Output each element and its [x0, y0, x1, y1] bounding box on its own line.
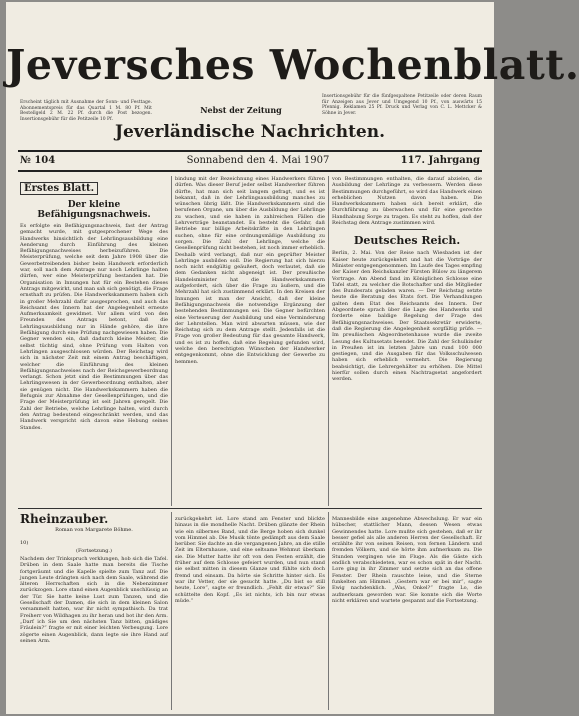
- volume-year: 117. Jahrgang: [400, 155, 480, 166]
- article-body: bindung mit der Bezeichnung eines Handwerkers führen dürfen. Was dieser Beruf jeder selbst Handwerker führen dürfte, hat man sich seit langem gefragt, und es ist bekannt, daß in der Lehrlingsausbildung manches zu wünschen übrig läßt. Die Handwerkskammern sind die berufenen Organe, um über die Ausbildung der Lehrlinge zu wachen, und sie haben in zahlreichen Fällen die Lehrverträge beanstandet. Es besteht die Gefahr, daß Betriebe nur billige Arbeitskräfte in den Lehrlingen suchen, ohne für eine ordnungsmäßige Ausbildung zu sorgen. Die Zahl der Lehrlinge, welche die Gesellenprüfung nicht bestehen, ist noch immer erheblich. Deshalb wird verlangt, daß nur ein geprüfter Meister Lehrlinge ausbilden soll. Die Regierung hat sich hierzu noch nicht endgültig geäußert, doch verlautet, daß sie dem Gedanken nicht abgeneigt ist. Der preußische Handelsminister hat die Handwerkskammern aufgefordert, sich über die Frage zu äußern, und die Mehrzahl hat sich zustimmend erklärt. In den Kreisen der Innungen ist man der Ansicht, daß der kleine Befähigungsnachweis die notwendige Ergänzung der bestehenden Bestimmungen sei. Die Gegner befürchten eine Verteuerung der Ausbildung und eine Verminderung der Lehrstellen. Man wird abwarten müssen, wie der Reichstag sich zu dem Antrage stellt. Jedenfalls ist die Frage von großer Bedeutung für das gesamte Handwerk, und es ist zu hoffen, daß eine Regelung gefunden wird, welche den berechtigten Wünschen der Handwerker entgegenkommt, ohne die Entwicklung der Gewerbe zu hemmen.: [175, 176, 325, 365]
- masthead-title: Jeversches Wochenblatt.: [6, 41, 579, 89]
- advertising-note: Insertionsgebühr für die fünfgespaltene Petitzeile oder deren Raum für Anzeigen aus Jever und Umgegend 10 Pf., von auswärts 15 Pfennig. Reklamen 25 Pf. Druck und Verlag von C. L. Mettcker & Söhne in Jever.: [322, 94, 482, 116]
- column-divider: [328, 512, 329, 710]
- subscription-note: Erscheint täglich mit Ausnahme der Sonn- und Festtage. Abonnementspreis für das Quartal 1 M. 80 Pf. Mit Bestellgeld 2 M. 22 Pf. durch die Post bezogen. Insertionsgebühr für die Petitzeile 10 Pf.: [20, 100, 152, 122]
- section-label: Erstes Blatt.: [20, 182, 98, 195]
- serial-number: 10): [20, 540, 29, 546]
- column-divider: [328, 176, 329, 506]
- dateline-rule: [18, 170, 482, 172]
- serial-column-2: [175, 516, 325, 710]
- serial-body: zurückgekehrt ist. Lore stand am Fenster und blickte hinaus in die mondhelle Nacht. Drüben glänzte der Rhein wie ein silbernes Band, und die Berge hoben sich dunkel vom Himmel ab. Die Musik tönte gedämpft aus dem Saale herüber. Sie dachte an die vergangenen Jahre, an die stille Zeit im Elternhause, und eine seltsame Wehmut überkam sie. Die Mutter hatte ihr oft von den Festen erzählt, die früher auf dem Schlosse gefeiert wurden, und nun stand sie selbst mitten in diesem Glanze und fühlte sich doch fremd und einsam. Da hörte sie Schritte hinter sich. Es war ihr Vetter, der sie gesucht hatte. „Du bist so still heute, Lore“, sagte er freundlich. „Fehlt dir etwas?“ Sie schüttelte den Kopf. „Es ist nichts, ich bin nur etwas müde.“: [175, 516, 325, 604]
- serial-byline: Roman von Margarete Böhme.: [55, 527, 133, 533]
- serial-header: [20, 512, 168, 540]
- feuilleton-rule: [18, 508, 482, 509]
- column-2: [175, 176, 325, 506]
- article-heading: Der kleine Befähigungsnachweis.: [37, 200, 151, 220]
- serial-column-1: [20, 540, 168, 710]
- column-divider: [171, 512, 172, 710]
- serial-title: Rheinzauber.: [20, 512, 109, 526]
- issue-number: № 104: [20, 155, 56, 166]
- article-body: von Bestimmungen enthalten, die darauf abzielen, die Ausbildung der Lehrlinge zu verbessern. Werden diese Bestimmungen durchgeführt, so wird das Handwerk einen erheblichen Nutzen davon haben. Die Handwerkskammern haben sich bereit erklärt, die Durchführung zu überwachen und für eine gerechte Handhabung Sorge zu tragen. Es steht zu hoffen, daß der Reichstag dem Antrage zustimmen wird.: [332, 176, 482, 227]
- section-divider: [387, 229, 427, 230]
- masthead-rule: [18, 150, 482, 152]
- news-body: Berlin, 2. Mai. Von der Reise nach Wiesbaden ist der Kaiser heute zurückgekehrt und hat die Vorträge der Minister entgegengenommen. Im Laufe des Tages empfing der Kaiser den Reichskanzler Fürsten Bülow zu längerem Vortrage. Am Abend fand im Königlichen Schlosse eine Tafel statt, zu welcher die Botschafter und die Mitglieder des Bundesrats geladen waren. — Der Reichstag setzte heute die Beratung des Etats fort. Die Verhandlungen galten dem Etat des Reichsamts des Innern. Der Abgeordnete sprach über die Lage des Handwerks und forderte eine baldige Regelung der Frage des Befähigungsnachweises. Der Staatssekretär erwiderte, daß die Regierung die Angelegenheit sorgfältig prüfe. — Im preußischen Abgeordnetenhause wurde die zweite Lesung des Kultusetats beendet. Die Zahl der Schulkinder in Preußen ist im letzten Jahre um rund 100 000 gestiegen, und die Ausgaben für das Volksschulwesen haben sich erheblich vermehrt. Die Regierung beabsichtigt, die Lehrergehälter zu erhöhen. Die Mittel hierfür sollen durch einen Nachtragsetat angefordert werden.: [332, 250, 482, 383]
- serial-column-3: [332, 516, 482, 710]
- column-divider: [171, 176, 172, 506]
- masthead-subtitle: Nebst der Zeitung: [200, 105, 282, 115]
- supplement-title: Jeverländische Nachrichten.: [114, 122, 386, 142]
- article-body: Es erfolgte ein Befähigungsnachweis, fast der Antrag gemacht wurde, mit gutgesprochener Wege des Handwerks hinsichtlich der Lehrlingsausbildung eine Aenderung durch Einführung des kleinen Befähigungsnachweises herbeizuführen. Die Meisterprüfung, welche seit dem Jahre 1908 über die Gewerbetreibenden bisher beim Handwerk erforderlich war, soll nach dem Antrage nur noch Lehrlinge halten dürfen, wer eine Meisterprüfung bestanden hat. Die Organisation in Innungen hat für ein Bestehen dieses Antrags mitgewirkt, und man sah sich genötigt, die Frage ernsthaft zu prüfen. Die Handwerkskammern haben sich in großer Mehrzahl dafür ausgesprochen, und auch das Reichsamt des Innern hat der Angelegenheit erneute Aufmerksamkeit gewidmet. Vor allem wird von den Freunden des Antrags betont, daß die Lehrlingsausbildung nur in Hände gehöre, die ihre Befähigung durch eine Prüfung nachgewiesen haben. Die Gegner wenden ein, daß dadurch kleine Meister, die selbst tüchtig sind, ohne Prüfung vom Halten von Lehrlingen ausgeschlossen würden. Der Reichstag wird sich in nächster Zeit mit einem Antrag beschäftigen, welcher die Einführung des kleinen Befähigungsnachweises nach der Reichsgewerbeordnung verlangt. Schon jetzt sind die Bestimmungen über das Lehrlingswesen in der Gewerbeordnung enthalten, aber sie genügen nicht. Die Handwerkskammern haben die Befugnis zur Abnahme der Gesellenprüfungen, und die Frage der Meisterprüfung ist seit Jahren geregelt. Die Zahl der Betriebe, welche Lehrlinge halten, wird durch den Antrag bedeutend eingeschränkt werden, und das Handwerk verspricht sich davon eine Hebung seines Standes.: [20, 223, 168, 431]
- issue-date: Sonnabend den 4. Mai 1907: [186, 155, 330, 166]
- newspaper-page: [6, 2, 579, 714]
- column-3: [332, 176, 482, 506]
- dateline: [18, 154, 482, 168]
- serial-body: Mannesbilde eine angenehme Abwechslung. Er war ein hübscher, stattlicher Mann, dessen Wesen etwas Gewinnendes hatte. Lore mußte sich gestehen, daß er ihr besser gefiel als alle anderen Herren der Gesellschaft. Er erzählte ihr von seinen Reisen, von fernen Ländern und fremden Völkern, und sie hörte ihm aufmerksam zu. Die Stunden vergingen wie im Fluge. Als die Gäste sich endlich verabschiedeten, war es schon spät in der Nacht. Lore ging in ihr Zimmer und setzte sich an das offene Fenster. Der Rhein rauschte leise, und die Sterne funkelten am Himmel. „Gestern war er bei mir“, sagte Ewig nachdenklich. „Was, Onkel?“ fragte Lo, die aufmerksam geworden war. Sie konnte sich die Worte nicht erklären und wartete gespannt auf die Fortsetzung.: [332, 516, 482, 604]
- news-heading: Deutsches Reich.: [353, 234, 461, 248]
- serial-continuation: (Fortsetzung.): [76, 548, 112, 554]
- column-1: [20, 176, 168, 506]
- serial-body: Nachdem der Trinkspruch verklungen, hob sich die Tafel. Drüben in dem Saale hatte man bereits die Tische fortgeräumt und die Kapelle spielte zum Tanz auf. Die jungen Leute drängten sich nach dem Saale, während die älteren Herrschaften sich in die Nebenzimmer zurückzogen. Lore stand einen Augenblick unschlüssig an der Tür. Sie hatte keine Lust zum Tanzen, und die Gesellschaft der Damen, die sich in dem kleinen Salon versammelt hatten, war ihr nicht sympathisch. Da trat Freiherr von Wildhagen zu ihr heran und bot ihr den Arm. „Darf ich Sie um den nächsten Tanz bitten, gnädiges Fräulein?“ fragte er mit einer leichten Verbeugung. Lore zögerte einen Augenblick, dann legte sie ihre Hand auf seinen Arm.: [20, 556, 168, 644]
